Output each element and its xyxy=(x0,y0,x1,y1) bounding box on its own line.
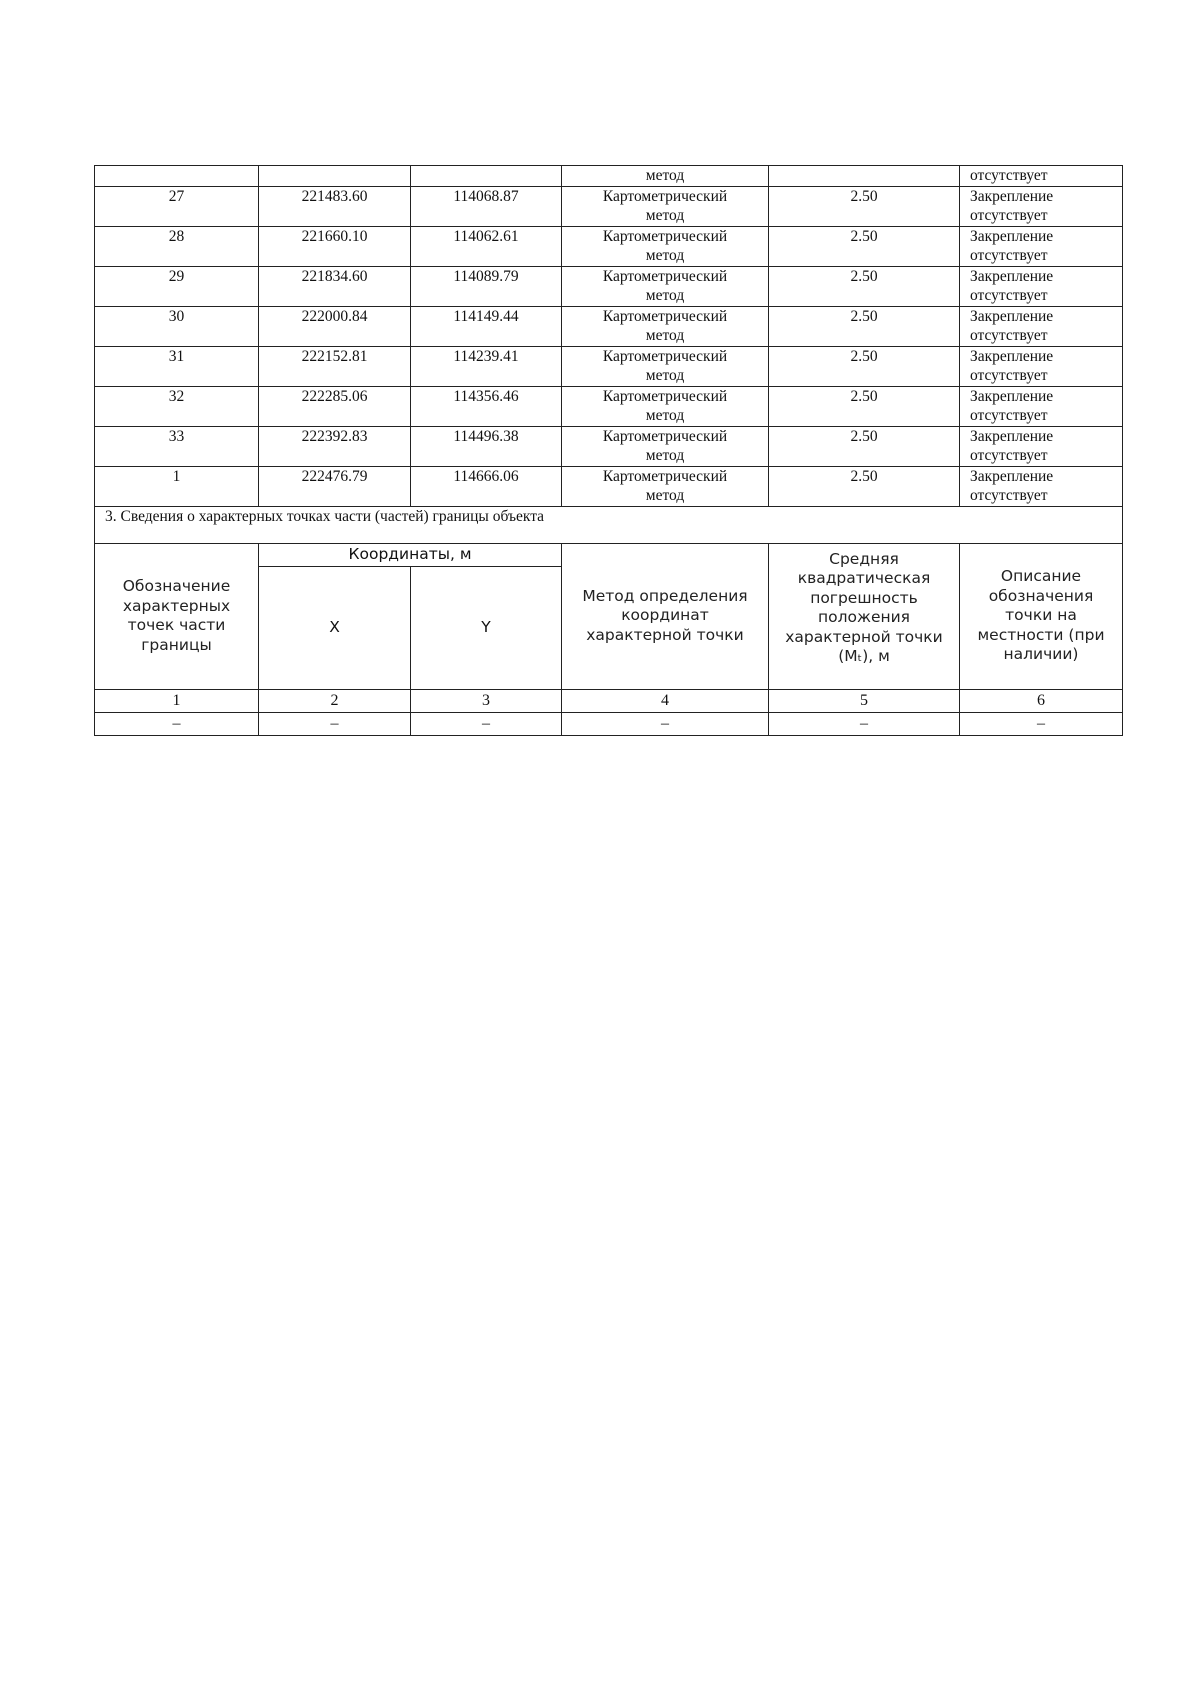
cell-point xyxy=(95,306,259,346)
header-method-line-2: координат xyxy=(621,606,709,625)
error-value: 2.50 xyxy=(850,187,878,205)
cell-point xyxy=(95,346,259,386)
y-value: 114068.87 xyxy=(453,187,519,205)
cell-y xyxy=(411,306,562,346)
desc-text: Закрепление xyxy=(970,347,1054,365)
desc-text-2: отсутствует xyxy=(970,247,1048,264)
header-point-line-4: границы xyxy=(141,635,212,654)
cell-y xyxy=(411,426,562,466)
method-text: Картометрический xyxy=(602,227,728,245)
cell-desc xyxy=(960,386,1123,426)
cell-method xyxy=(562,226,769,266)
cell-desc xyxy=(960,346,1123,386)
cell-desc xyxy=(960,306,1123,346)
cell-method xyxy=(562,266,769,306)
header-method-line-3: характерной точки xyxy=(586,625,744,644)
cell-error xyxy=(769,386,960,426)
header-error-line-1: Средняя xyxy=(829,549,899,568)
empty-cell: – xyxy=(411,712,562,735)
cell-desc xyxy=(960,186,1123,226)
header-desc-line-5: наличии) xyxy=(1003,645,1079,664)
header-method xyxy=(562,543,769,689)
header-point-line-2: характерных xyxy=(122,596,231,615)
method-text: Картометрический xyxy=(602,307,728,325)
cell-desc xyxy=(960,466,1123,506)
cell-x xyxy=(259,466,411,506)
header-y xyxy=(411,566,562,689)
cell-desc xyxy=(960,266,1123,306)
method-text: Картометрический xyxy=(602,267,728,285)
desc-text: Закрепление xyxy=(970,187,1054,205)
cell-y xyxy=(411,186,562,226)
desc-text-2: отсутствует xyxy=(970,287,1048,304)
column-number: 4 xyxy=(562,689,769,712)
x-value: 222476.79 xyxy=(301,467,368,485)
x-value: 222152.81 xyxy=(301,347,368,365)
cell-point xyxy=(95,226,259,266)
header-desc-line-2: обозначения xyxy=(988,586,1094,605)
table-row xyxy=(95,346,1123,386)
column-number: 6 xyxy=(960,689,1123,712)
desc-text: Закрепление xyxy=(970,467,1054,485)
method-text-2: метод xyxy=(645,367,685,384)
table-row xyxy=(95,186,1123,226)
x-value: 222285.06 xyxy=(301,387,368,405)
point-number: 1 xyxy=(172,467,181,485)
cell-y xyxy=(411,226,562,266)
section-title xyxy=(95,506,1123,543)
desc-text-2: отсутствует xyxy=(970,487,1048,504)
point-number: 30 xyxy=(168,307,185,325)
desc-text-2: отсутствует xyxy=(970,327,1048,344)
cell-method xyxy=(562,186,769,226)
desc-text: Закрепление xyxy=(970,267,1054,285)
cell-point xyxy=(95,166,259,187)
cell-x xyxy=(259,166,411,187)
y-value: 114089.79 xyxy=(453,267,519,285)
desc-text-2: отсутствует xyxy=(970,407,1048,424)
cell-error xyxy=(769,426,960,466)
point-number: 27 xyxy=(168,187,185,205)
y-value: 114666.06 xyxy=(453,467,519,485)
cell-method xyxy=(562,426,769,466)
header-error-line-2: квадратическая xyxy=(797,569,931,587)
header-coordinates xyxy=(259,543,562,566)
cell-desc xyxy=(960,166,1123,187)
cell-error xyxy=(769,266,960,306)
method-text: Картометрический xyxy=(602,467,728,485)
header-point-line-3: точек части xyxy=(127,616,226,634)
error-value: 2.50 xyxy=(850,307,878,325)
cell-x xyxy=(259,426,411,466)
boundary-points-table xyxy=(94,165,1123,736)
desc-text: Закрепление xyxy=(970,227,1054,245)
point-number: 28 xyxy=(168,227,185,245)
cell-point xyxy=(95,266,259,306)
column-number: 2 xyxy=(259,689,411,712)
cell-point xyxy=(95,426,259,466)
header-point-line-1: Обозначение xyxy=(122,577,231,595)
cell-error xyxy=(769,186,960,226)
column-numbers-row xyxy=(95,689,1123,712)
desc-text: Закрепление xyxy=(970,427,1054,445)
header-desc-line-3: точки на xyxy=(1005,606,1077,625)
empty-row xyxy=(95,712,1123,735)
desc-text: Закрепление xyxy=(970,387,1054,405)
x-value: 221483.60 xyxy=(301,187,368,205)
desc-text: Закрепление xyxy=(970,307,1054,325)
header-error-line-4: положения xyxy=(817,608,911,626)
cell-y xyxy=(411,386,562,426)
y-value: 114062.61 xyxy=(453,227,519,245)
cell-y xyxy=(411,166,562,187)
cell-x xyxy=(259,266,411,306)
y-value: 114496.38 xyxy=(453,427,519,445)
desc-text-2: отсутствует xyxy=(970,447,1048,464)
cell-x xyxy=(259,226,411,266)
y-value: 114356.46 xyxy=(453,387,519,405)
header-error-line-5: характерной точки xyxy=(785,627,943,646)
header-method-line-1: Метод определения xyxy=(582,586,748,605)
method-text: Картометрический xyxy=(602,187,728,205)
cell-error xyxy=(769,226,960,266)
empty-cell: – xyxy=(960,712,1123,735)
cell-point xyxy=(95,466,259,506)
section-title-row xyxy=(95,506,1123,543)
cell-method xyxy=(562,466,769,506)
table-row xyxy=(95,466,1123,506)
method-text-2: метод xyxy=(645,407,685,424)
error-value: 2.50 xyxy=(850,427,878,445)
desc-text-2: отсутствует xyxy=(970,207,1048,224)
cell-y xyxy=(411,346,562,386)
cell-y xyxy=(411,466,562,506)
error-value: 2.50 xyxy=(850,227,878,245)
table-row xyxy=(95,386,1123,426)
header-y-text: Y xyxy=(481,617,491,636)
column-number: 3 xyxy=(411,689,562,712)
header-error xyxy=(769,543,960,689)
point-number: 33 xyxy=(168,427,185,445)
point-number: 31 xyxy=(168,347,185,365)
method-text-2: метод xyxy=(645,207,685,224)
cell-y xyxy=(411,266,562,306)
method-text-2: метод xyxy=(645,487,685,504)
table-row-continuation xyxy=(95,166,1123,187)
desc-text-2: отсутствует xyxy=(970,367,1048,384)
method-text: Картометрический xyxy=(602,387,728,405)
header-point xyxy=(95,543,259,689)
y-value: 114149.44 xyxy=(453,307,519,325)
header-row-1 xyxy=(95,543,1123,566)
column-number: 1 xyxy=(95,689,259,712)
cell-error xyxy=(769,306,960,346)
empty-cell: – xyxy=(259,712,411,735)
cell-x xyxy=(259,186,411,226)
empty-cell: – xyxy=(95,712,259,735)
column-number: 5 xyxy=(769,689,960,712)
error-value: 2.50 xyxy=(850,467,878,485)
cell-method xyxy=(562,386,769,426)
method-text-2: метод xyxy=(645,247,685,264)
error-value: 2.50 xyxy=(850,347,878,365)
cell-method xyxy=(562,346,769,386)
cell-x xyxy=(259,346,411,386)
cell-x xyxy=(259,306,411,346)
x-value: 222000.84 xyxy=(301,307,368,325)
cell-x xyxy=(259,386,411,426)
header-coordinates-text: Координаты, м xyxy=(348,544,472,563)
header-x xyxy=(259,566,411,689)
header-desc-line-1: Описание xyxy=(1000,567,1082,586)
cell-method xyxy=(562,166,769,187)
table-row xyxy=(95,266,1123,306)
method-text: метод xyxy=(645,167,685,184)
header-x-text: X xyxy=(329,617,340,636)
cell-method xyxy=(562,306,769,346)
method-text-2: метод xyxy=(645,287,685,304)
cell-point xyxy=(95,186,259,226)
method-text-2: метод xyxy=(645,327,685,344)
table-row xyxy=(95,226,1123,266)
section-title-text: 3. Сведения о характерных точках части (частей) границы объекта xyxy=(105,507,545,525)
cell-point xyxy=(95,386,259,426)
method-text: Картометрический xyxy=(602,427,728,445)
header-error-line-3: погрешность xyxy=(810,588,918,607)
table-row xyxy=(95,306,1123,346)
header-error-line-6: (Mₜ), м xyxy=(838,647,890,665)
error-value: 2.50 xyxy=(850,267,878,285)
empty-cell: – xyxy=(562,712,769,735)
header-desc-line-4: местности (при xyxy=(977,625,1105,644)
method-text: Картометрический xyxy=(602,347,728,365)
error-value: 2.50 xyxy=(850,387,878,405)
point-number: 29 xyxy=(168,267,185,285)
desc-text: отсутствует xyxy=(970,167,1048,184)
cell-error xyxy=(769,166,960,187)
point-number: 32 xyxy=(168,387,185,405)
header-desc xyxy=(960,543,1123,689)
cell-desc xyxy=(960,426,1123,466)
x-value: 221834.60 xyxy=(301,267,368,285)
cell-error xyxy=(769,346,960,386)
empty-cell: – xyxy=(769,712,960,735)
y-value: 114239.41 xyxy=(453,347,519,365)
method-text-2: метод xyxy=(645,447,685,464)
table-row xyxy=(95,426,1123,466)
x-value: 222392.83 xyxy=(301,427,368,445)
cell-desc xyxy=(960,226,1123,266)
x-value: 221660.10 xyxy=(301,227,368,245)
cell-error xyxy=(769,466,960,506)
